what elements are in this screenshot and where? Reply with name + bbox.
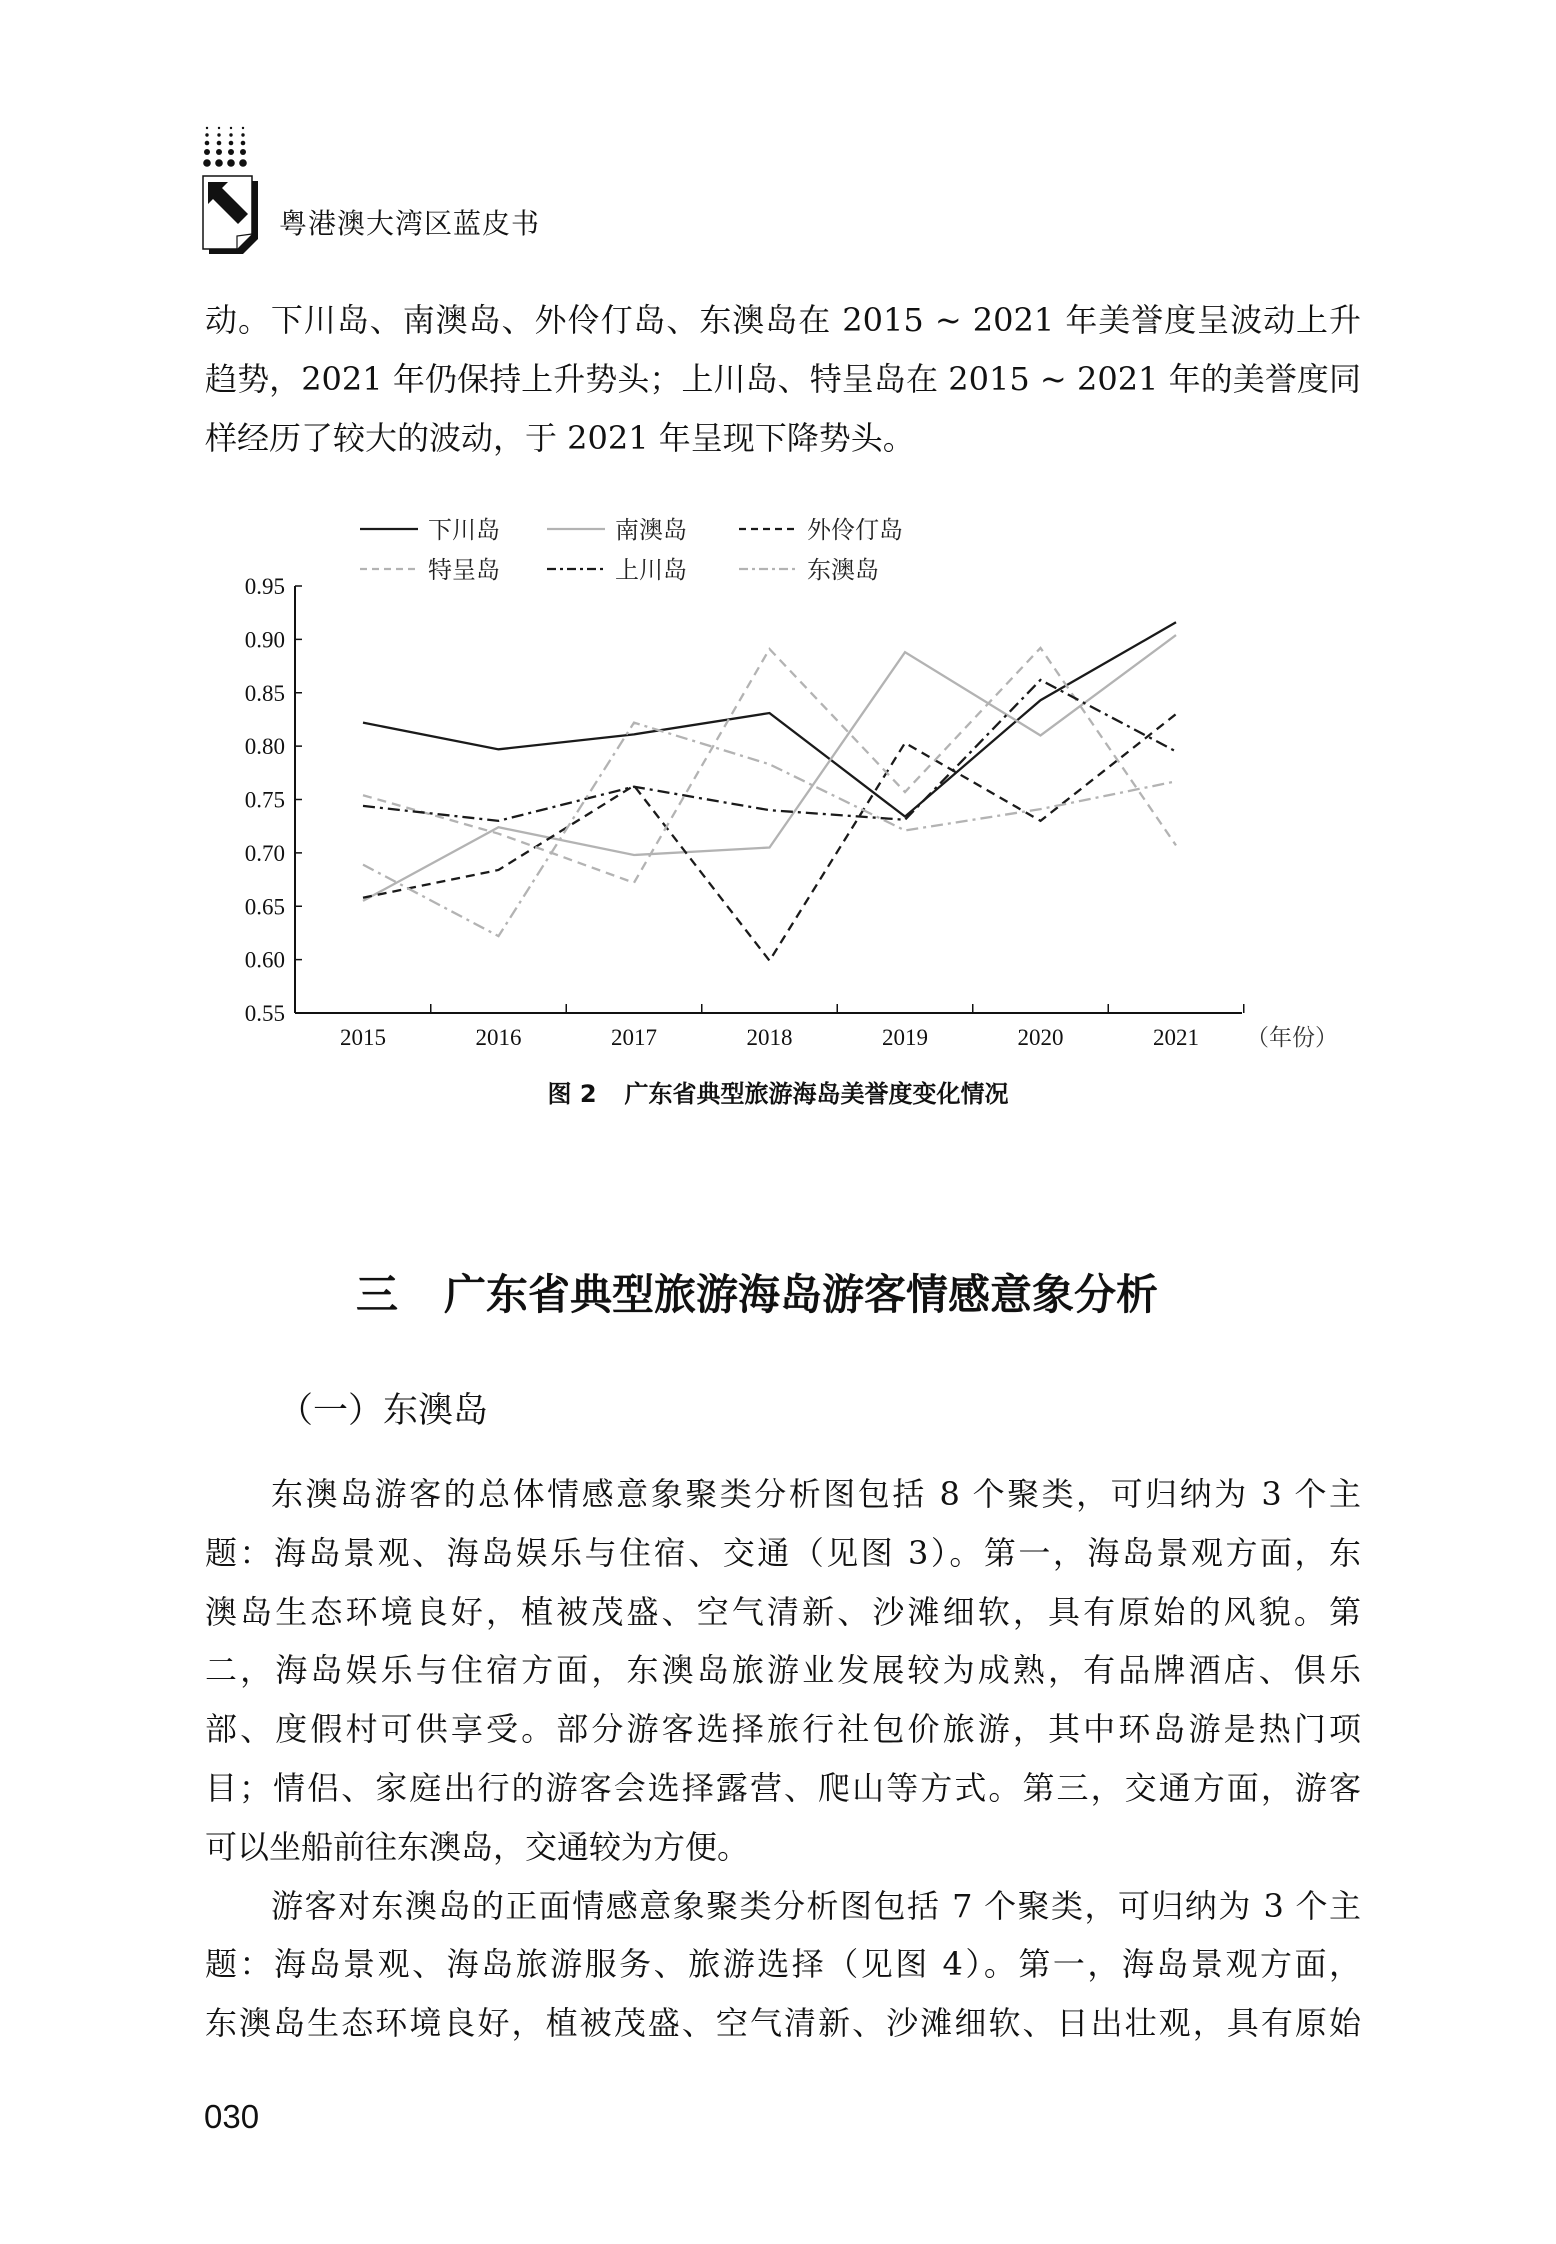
text-line: 目；情侣、家庭出行的游客会选择露营、爬山等方式。第三，交通方面，游客 [205,1768,1361,1807]
x-tick-label: 2016 [475,1025,522,1050]
legend-label: 特呈岛 [428,556,500,584]
section-number: 三 [356,1270,399,1319]
y-tick-label: 0.70 [244,840,285,866]
bluebook-logo-icon [200,124,266,256]
series-line-2 [363,714,1176,961]
text-line: 东澳岛生态环境良好，植被茂盛、空气清新、沙滩细软、日出壮观，具有原始 [205,2004,1361,2043]
text-line: 动。下川岛、南澳岛、外伶仃岛、东澳岛在 2015 ~ 2021 年美誉度呈波动上升 [205,301,1361,339]
section-title: 广东省典型旅游海岛游客情感意象分析 [444,1270,1159,1319]
figure-caption [0,1074,1556,1109]
series-line-0 [363,622,1176,816]
figure-number: 图 2 [547,1080,597,1108]
book-series-title: 粤港澳大湾区蓝皮书 [279,207,541,240]
x-tick-label: 2017 [611,1025,657,1050]
text-line: 趋势，2021 年仍保持上升势头；上川岛、特呈岛在 2015 ~ 2021 年的美誉度同 [205,359,1361,398]
y-tick-label: 0.85 [244,680,285,706]
text-line: 题：海岛景观、海岛娱乐与住宿、交通（见图 3）。第一，海岛景观方面，东 [205,1533,1361,1572]
text-line: 游客对东澳岛的正面情感意象聚类分析图包括 7 个聚类，可归纳为 3 个主 [271,1886,1361,1925]
intro-paragraph [205,291,1361,467]
legend-label: 南澳岛 [615,516,687,544]
y-tick-label: 0.95 [244,574,285,599]
x-tick-label: 2015 [340,1025,386,1050]
text-line: 题：海岛景观、海岛旅游服务、旅游选择（见图 4）。第一，海岛景观方面， [205,1945,1361,1984]
figure-title: 广东省典型旅游海岛美誉度变化情况 [624,1080,1009,1108]
y-tick-label: 0.55 [244,1001,285,1026]
text-line: 部、度假村可供享受。部分游客选择旅行社包价旅游，其中环岛游是热门项 [205,1710,1361,1749]
section-heading [356,1262,1158,1322]
text-line: 可以坐船前往东澳岛，交通较为方便。 [205,1827,750,1866]
legend-label: 东澳岛 [807,556,879,584]
text-line: 样经历了较大的波动，于 2021 年呈现下降势头。 [205,418,915,457]
x-tick-label: 2019 [882,1025,928,1050]
x-axis-label: （年份） [1246,1025,1338,1051]
text-line: 东澳岛游客的总体情感意象聚类分析图包括 8 个聚类，可归纳为 3 个主 [271,1475,1361,1513]
page-number: 030 [204,2098,260,2135]
y-tick-label: 0.75 [244,787,285,813]
text-line: 澳岛生态环境良好，植被茂盛、空气清新、沙滩细软，具有原始的风貌。第 [205,1592,1361,1631]
x-tick-label: 2018 [746,1025,793,1050]
legend-label: 上川岛 [615,556,687,584]
subsection-heading: （一）东澳岛 [278,1391,489,1431]
series-line-4 [363,680,1176,821]
reputation-line-chart [0,500,1556,1120]
y-tick-label: 0.60 [244,947,285,973]
text-line: 二，海岛娱乐与住宿方面，东澳岛旅游业发展较为成熟，有品牌酒店、俱乐 [205,1651,1361,1690]
y-tick-label: 0.80 [244,734,285,760]
x-tick-label: 2021 [1153,1025,1199,1050]
y-tick-label: 0.90 [244,627,285,653]
series-line-1 [363,635,1176,901]
paragraph-1 [205,1465,1361,2053]
legend-label: 下川岛 [428,516,500,544]
y-tick-label: 0.65 [244,894,285,920]
x-tick-label: 2020 [1017,1025,1064,1050]
legend-label: 外伶仃岛 [807,516,903,544]
